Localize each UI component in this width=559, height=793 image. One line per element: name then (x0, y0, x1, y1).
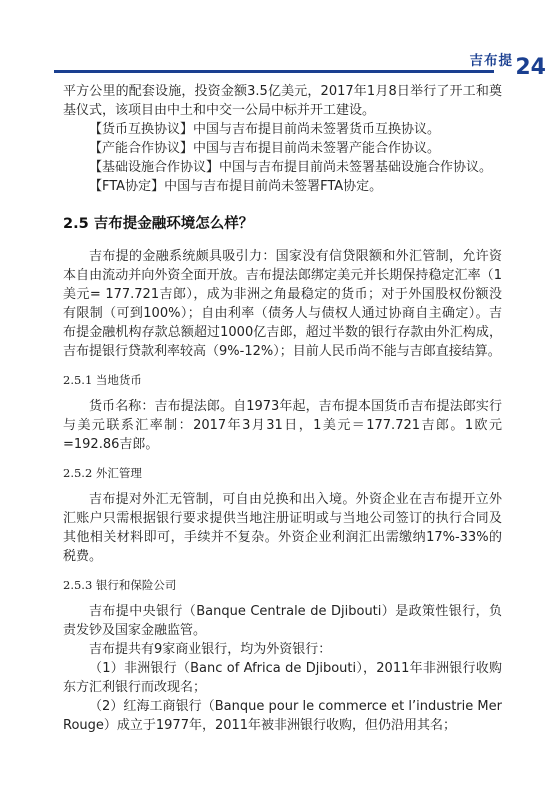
central-bank-paragraph: 吉布提中央银行（Banque Centrale de Djibouti）是政策性银行，负责发钞及国家金融监管。 (63, 604, 502, 638)
page-number: 24 (515, 55, 546, 80)
currency-paragraph: 货币名称：吉布提法郎。自1973年起，吉布提本国货币吉布提法郎实行与美元联系汇率制：2017年3月31日，1美元＝177.721吉郎。1欧元=192.86吉郎。 (63, 399, 502, 452)
agreement-item-currency-swap: 【货币互换协议】中国与吉布提目前尚未签署货币互换协议。 (89, 122, 441, 137)
header-rule (54, 70, 494, 73)
commercial-banks-paragraph: 吉布提共有9家商业银行，均为外资银行： (89, 642, 332, 657)
section-heading: 2.5 吉布提金融环境怎么样？ (63, 216, 254, 232)
bank-list-item: （1）非洲银行（Banc of Africa de Djibouti），2011年非洲银行收购东方汇利银行而改现名； (63, 661, 502, 695)
intro-paragraph: 平方公里的配套设施，投资金额3.5亿美元，2017年1月8日举行了开工和奠基仪式，该项目由中土和中交一公局中标并开工建设。 (63, 84, 502, 118)
forex-paragraph: 吉布提对外汇无管制，可自由兑换和出入境。外资企业在吉布提开立外汇账户只需根据银行要求提供当地注册证明或与当地公司签订的执行合同及其他相关材料即可，手续并不复杂。外资企业利润汇出需缴纳17%-33%的税费。 (63, 492, 502, 564)
bank-list-item: （2）红海工商银行（Banque pour le commerce et l’industrie Mer Rouge）成立于1977年，2011年被非洲银行收购，但仍沿用其名； (63, 699, 502, 733)
agreement-item-capacity: 【产能合作协议】中国与吉布提目前尚未签署产能合作协议。 (89, 141, 441, 156)
agreement-item-fta: 【FTA协定】中国与吉布提目前尚未签署FTA协定。 (89, 179, 383, 194)
section-paragraph: 吉布提的金融系统颇具吸引力：国家没有信贷限额和外汇管制，允许资本自由流动并向外资全面开放。吉布提法郎绑定美元并长期保持稳定汇率（1美元= 177.721吉郎），成为非洲之角最稳定的货币；对于外国股权份额没有限制（可到100%）；自由利率（债务人与债权人通过协商自主确定）。吉布提金融机构存款总额超过1000亿吉郎，超过半数的银行存款由外汇构成，吉布提银行贷款利率较高（9%-12%）；目前人民币尚不能与吉郎直接结算。 (63, 249, 502, 359)
header-title: 吉布提 (469, 53, 513, 69)
subsection-heading-forex: 2.5.2 外汇管理 (63, 466, 142, 480)
agreement-item-infrastructure: 【基础设施合作协议】中国与吉布提目前尚未签署基础设施合作协议。 (89, 160, 493, 175)
subsection-heading-banks: 2.5.3 银行和保险公司 (63, 578, 177, 592)
subsection-heading-currency: 2.5.1 当地货币 (63, 373, 142, 387)
page-header (0, 0, 559, 86)
page-body (63, 82, 502, 735)
